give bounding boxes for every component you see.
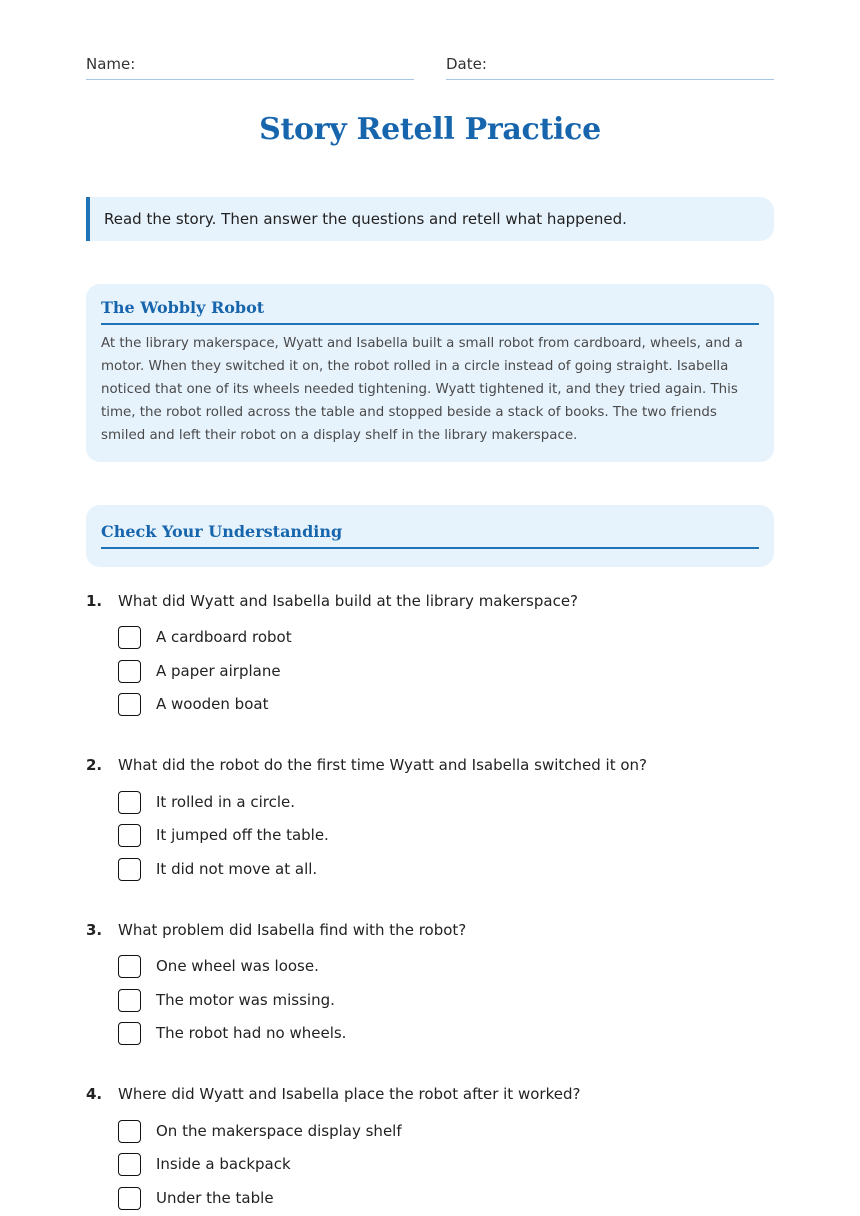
checkbox[interactable] — [118, 626, 141, 649]
question-text: What did Wyatt and Isabella build at the library makerspace? — [118, 592, 579, 610]
question-text: What problem did Isabella find with the robot? — [118, 921, 467, 939]
checkbox[interactable] — [118, 791, 141, 814]
question-4 — [86, 1082, 774, 1207]
name-field[interactable] — [86, 52, 414, 80]
option-label: The robot had no wheels. — [156, 1024, 347, 1042]
question-text: What did the robot do the first time Wyatt and Isabella switched it on? — [118, 756, 647, 774]
option-label: Inside a backpack — [156, 1155, 291, 1173]
question-number: 4. — [86, 1085, 103, 1103]
checkbox[interactable] — [118, 824, 141, 847]
question-number: 2. — [86, 756, 103, 774]
question-number: 1. — [86, 592, 103, 610]
question-number: 3. — [86, 921, 103, 939]
check-understanding-box — [86, 505, 774, 567]
story-text: At the library makerspace, Wyatt and Isabella built a small robot from cardboard, wheels, and a motor. When they switched it on, the robot rolled in a circle instead of going straight. Isabella noticed that one of its wheels needed tightening. Wyatt tightened it, and they tried again. This time, the robot rolled across the table and stopped beside a stack of books. The two friends smiled and left their robot on a display shelf in the library makerspace. — [101, 336, 743, 443]
question-1 — [86, 589, 774, 713]
checkbox[interactable] — [118, 955, 141, 978]
story-title: The Wobbly Robot — [101, 298, 759, 325]
checkbox[interactable] — [118, 693, 141, 716]
option-label: The motor was missing. — [156, 991, 335, 1009]
option-label: One wheel was loose. — [156, 957, 319, 975]
page-title: Story Retell Practice — [259, 112, 601, 147]
instructions-box: Read the story. Then answer the questions and retell what happened. — [86, 197, 774, 241]
checkbox[interactable] — [118, 1187, 141, 1210]
option-label: A cardboard robot — [156, 628, 292, 646]
option-label: It jumped off the table. — [156, 826, 329, 844]
question-text: Where did Wyatt and Isabella place the robot after it worked? — [118, 1085, 581, 1103]
date-field[interactable] — [446, 52, 774, 80]
option-label: A paper airplane — [156, 662, 281, 680]
date-label: Date: — [446, 55, 487, 73]
option-label: On the makerspace display shelf — [156, 1122, 402, 1140]
checkbox[interactable] — [118, 660, 141, 683]
option-label: It rolled in a circle. — [156, 793, 296, 811]
checkbox[interactable] — [118, 858, 141, 881]
section-title: Check Your Understanding — [101, 522, 759, 549]
story-box — [86, 284, 774, 462]
checkbox[interactable] — [118, 1120, 141, 1143]
question-2 — [86, 753, 774, 878]
option-label: Under the table — [156, 1189, 274, 1207]
option-label: A wooden boat — [156, 695, 269, 713]
option-label: It did not move at all. — [156, 860, 318, 878]
checkbox[interactable] — [118, 1153, 141, 1176]
question-3 — [86, 918, 774, 1042]
checkbox[interactable] — [118, 1022, 141, 1045]
checkbox[interactable] — [118, 989, 141, 1012]
name-label: Name: — [86, 55, 136, 73]
